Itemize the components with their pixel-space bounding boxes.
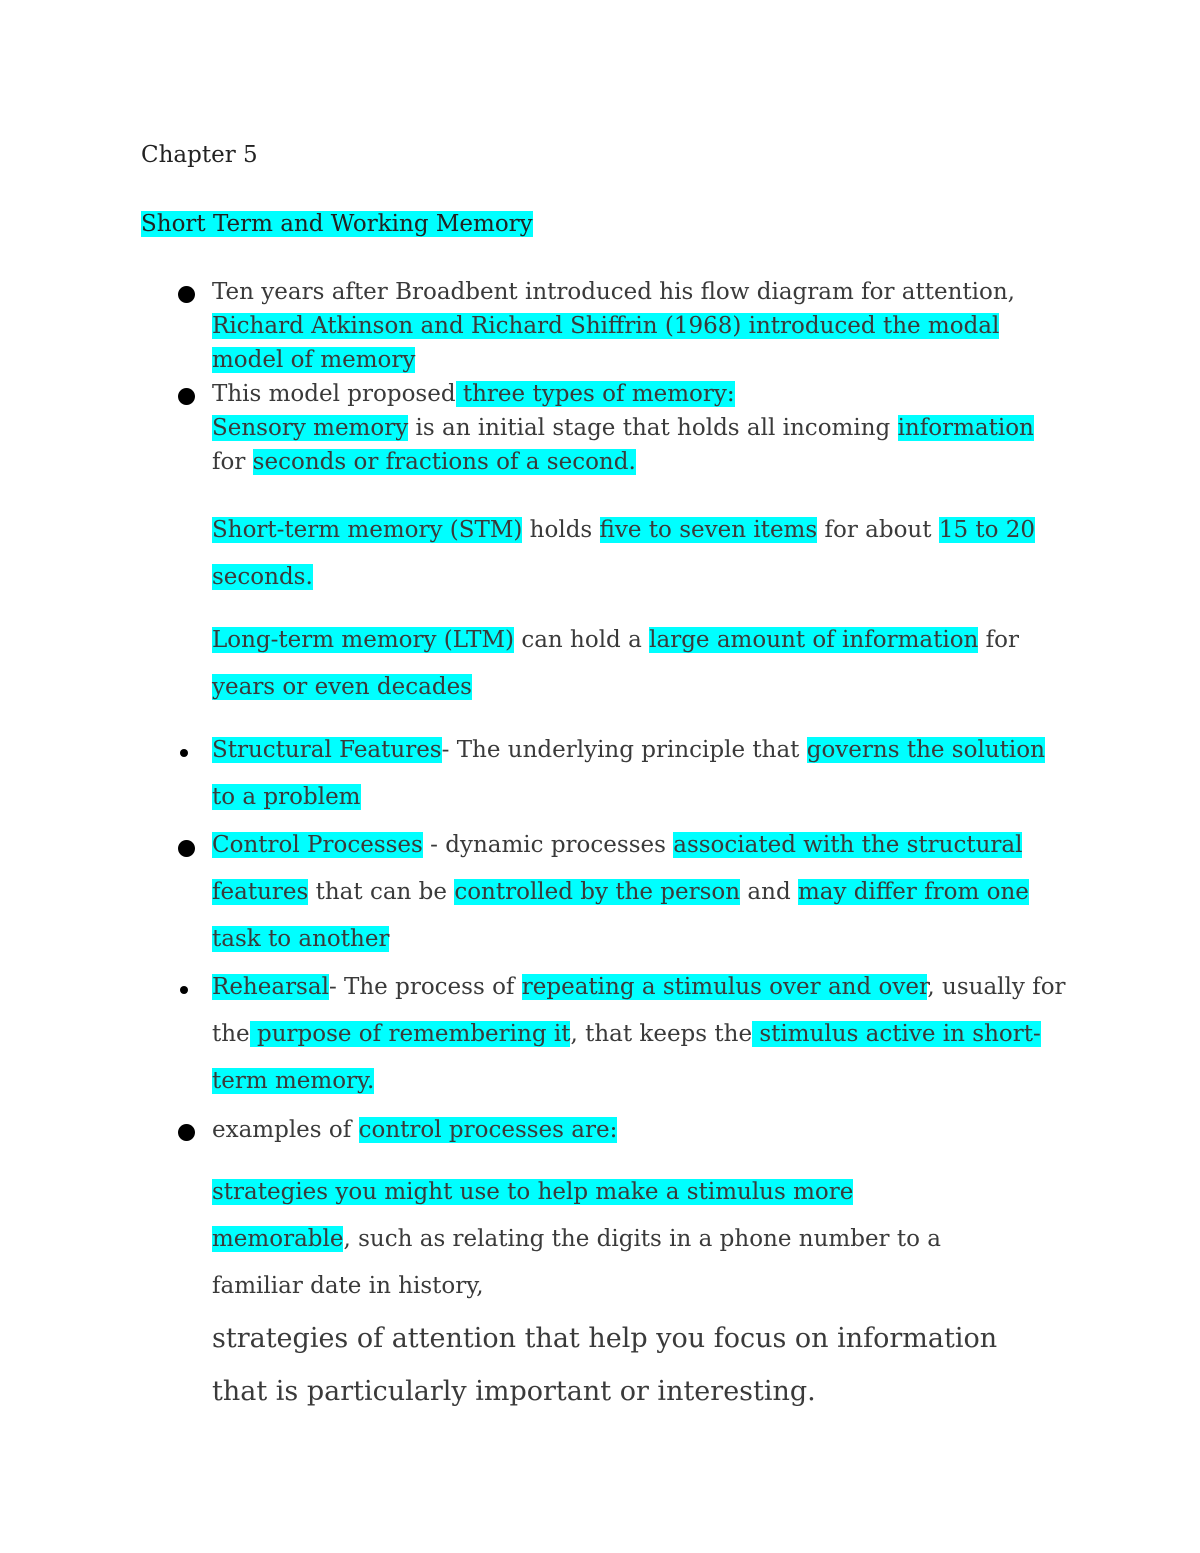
text-line: that is particularly important or interesting. <box>212 1376 816 1407</box>
highlight: years or even decades <box>212 674 472 700</box>
bullet-dot <box>178 840 195 857</box>
highlight: information <box>897 415 1034 441</box>
text-span: - The underlying principle that <box>441 737 807 763</box>
highlight: seconds or fractions of a second. <box>252 449 636 475</box>
text-span: - The process of <box>328 974 522 1000</box>
highlight: three types of memory: <box>455 381 735 407</box>
highlight: stimulus active in short- <box>752 1021 1041 1047</box>
highlight: five to seven items <box>599 517 818 543</box>
text-span: can hold a <box>514 627 650 653</box>
bullet-examples <box>212 1113 617 1147</box>
highlight: may differ from one <box>797 879 1029 905</box>
highlight: large amount of information <box>649 627 979 653</box>
examples-strategies-paragraph <box>212 1169 941 1310</box>
text-line: strategies of attention that help you focus on information <box>212 1323 998 1354</box>
chapter-heading: Chapter 5 <box>141 142 258 168</box>
bullet-dot <box>178 286 195 303</box>
highlight: model of memory <box>212 347 416 373</box>
text-span: is an initial stage that holds all incoming <box>408 415 898 441</box>
highlight: Control Processes <box>212 832 423 858</box>
text-span: for <box>212 449 253 475</box>
highlight: Long-term memory (LTM) <box>212 627 515 653</box>
highlight: Sensory memory <box>212 415 409 441</box>
highlight: features <box>212 879 309 905</box>
highlight: controlled by the person <box>454 879 741 905</box>
text-span: holds <box>522 517 600 543</box>
text-span: , such as relating the digits in a phone number to a <box>343 1226 941 1252</box>
bullet-three-types <box>212 377 1034 479</box>
text-span: and <box>740 879 798 905</box>
bullet-rehearsal <box>212 964 1066 1105</box>
section-title <box>141 207 533 241</box>
bullet-dot <box>180 749 188 757</box>
text-span: that can be <box>308 879 455 905</box>
highlight: Rehearsal <box>212 974 329 1000</box>
bullet-dot <box>178 1124 195 1141</box>
text-span: for about <box>817 517 939 543</box>
highlight: control processes are: <box>358 1117 618 1143</box>
highlight: purpose of remembering it <box>249 1021 571 1047</box>
text-span: , that keeps the <box>570 1021 753 1047</box>
text-line: Ten years after Broadbent introduced his flow diagram for attention, <box>212 279 1015 305</box>
stm-paragraph <box>212 507 1035 601</box>
bullet-modal-model <box>212 275 1015 377</box>
highlight: term memory. <box>212 1068 375 1094</box>
ltm-paragraph <box>212 617 1019 711</box>
highlight: to a problem <box>212 784 361 810</box>
text-span: This model proposed <box>212 381 456 407</box>
highlight: repeating a stimulus over and over <box>521 974 928 1000</box>
bullet-structural-features <box>212 727 1045 821</box>
text-span: for <box>978 627 1020 653</box>
bullet-dot <box>178 388 195 405</box>
highlight: 15 to 20 <box>938 517 1036 543</box>
text-span: examples of <box>212 1117 359 1143</box>
highlight: seconds. <box>212 564 313 590</box>
bullet-dot <box>180 986 188 994</box>
highlight: governs the solution <box>806 737 1045 763</box>
section-title-text: Short Term and Working Memory <box>141 211 533 237</box>
highlight: Structural Features <box>212 737 442 763</box>
text-span: - dynamic processes <box>422 832 674 858</box>
highlight: memorable <box>212 1226 344 1252</box>
highlight: task to another <box>212 926 390 952</box>
highlight: strategies you might use to help make a stimulus more <box>212 1179 854 1205</box>
highlight: associated with the structural <box>673 832 1023 858</box>
highlight: Short-term memory (STM) <box>212 517 523 543</box>
text-span: , usually for <box>927 974 1066 1000</box>
text-span: the <box>212 1021 250 1047</box>
bullet-control-processes <box>212 822 1029 963</box>
attention-strategies-paragraph <box>212 1312 997 1418</box>
highlight: Richard Atkinson and Richard Shiffrin (1968) introduced the modal <box>212 313 1000 339</box>
text-line: familiar date in history, <box>212 1273 484 1299</box>
